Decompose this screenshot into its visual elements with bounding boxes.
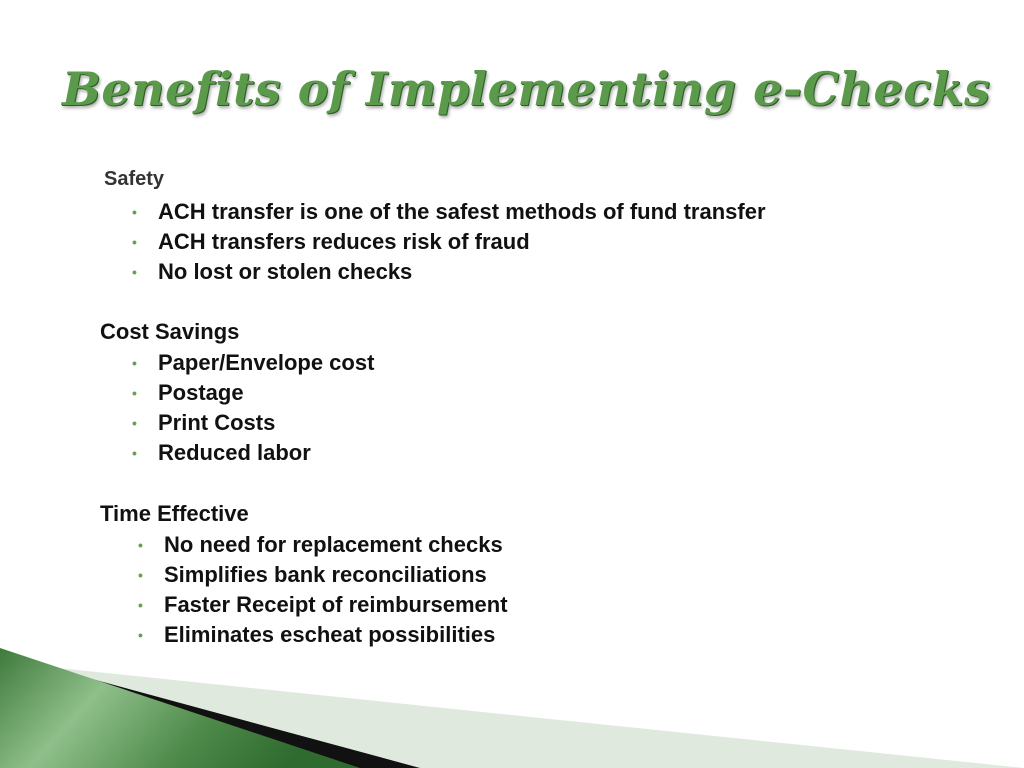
list-item-text: No lost or stolen checks <box>158 259 413 284</box>
list-item-text: Faster Receipt of reimbursement <box>164 592 508 617</box>
list-item <box>138 530 508 560</box>
list-item <box>132 378 374 408</box>
list-item <box>132 438 374 468</box>
bullet-icon: • <box>138 567 143 583</box>
list-item-text: Eliminates escheat possibilities <box>164 622 496 647</box>
bullet-icon: • <box>132 355 137 371</box>
list-item-text: Print Costs <box>158 410 276 435</box>
section-heading-safety: Safety <box>104 168 165 190</box>
list-item-text: ACH transfers reduces risk of fraud <box>158 229 530 254</box>
bullet-icon: • <box>138 597 143 613</box>
list-item <box>132 408 374 438</box>
section-heading-time-effective: Time Effective <box>100 501 249 526</box>
corner-decoration <box>0 640 1024 768</box>
list-item <box>132 227 766 257</box>
safety-list <box>132 197 766 287</box>
time-effective-list <box>138 530 508 650</box>
section-heading-cost-savings: Cost Savings <box>100 319 240 344</box>
list-item <box>138 590 508 620</box>
slide-title: Benefits of Implementing e-Checks <box>62 62 991 116</box>
list-item-text: No need for replacement checks <box>164 532 503 557</box>
bullet-icon: • <box>132 204 137 220</box>
cost-savings-list <box>132 348 374 468</box>
bullet-icon: • <box>138 537 143 553</box>
list-item-text: Simplifies bank reconciliations <box>164 562 487 587</box>
list-item-text: Postage <box>158 380 244 405</box>
bullet-icon: • <box>132 385 137 401</box>
list-item <box>132 197 766 227</box>
bullet-icon: • <box>132 234 137 250</box>
bullet-icon: • <box>132 445 137 461</box>
list-item-text: Paper/Envelope cost <box>158 350 375 375</box>
list-item <box>132 257 766 287</box>
bullet-icon: • <box>132 264 137 280</box>
list-item-text: Reduced labor <box>158 440 311 465</box>
list-item-text: ACH transfer is one of the safest methods of fund transfer <box>158 199 766 224</box>
list-item <box>138 560 508 590</box>
list-item <box>132 348 374 378</box>
bullet-icon: • <box>132 415 137 431</box>
bullet-icon: • <box>138 627 143 643</box>
